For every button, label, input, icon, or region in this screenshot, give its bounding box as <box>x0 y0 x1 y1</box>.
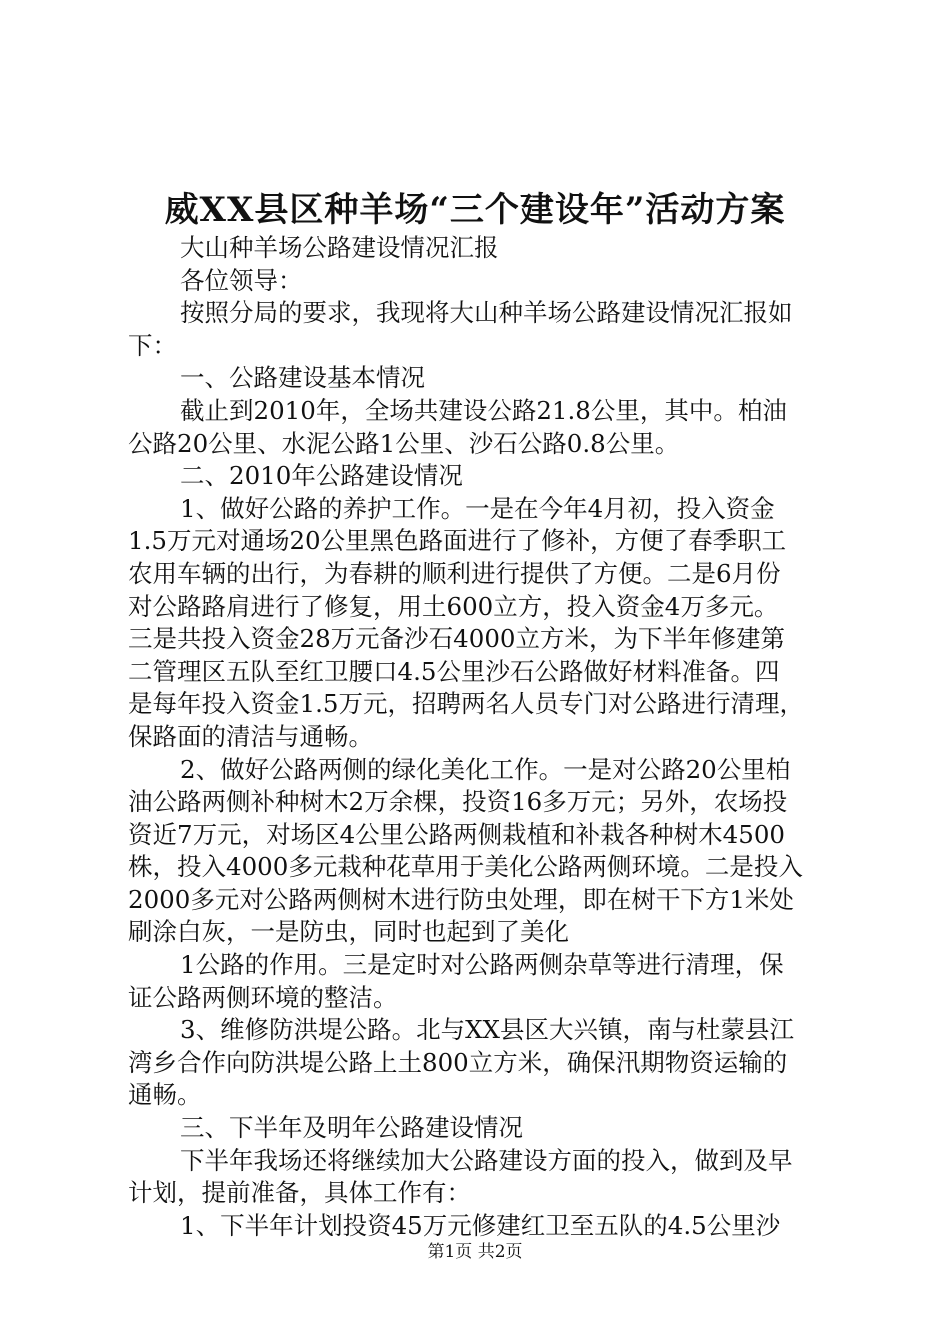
paragraph-line: 1.5万元对通场20公里黑色路面进行了修补，方便了春季职工 <box>128 526 787 556</box>
paragraph-line: 通畅。 <box>128 1080 202 1110</box>
paragraph-line: 对公路路肩进行了修复，用土600立方，投入资金4万多元。 <box>128 591 779 621</box>
document-title: 威XX县区种羊场“三个建设年”活动方案 <box>164 190 786 230</box>
paragraph-line: 公路20公里、水泥公路1公里、沙石公路0.8公里。 <box>128 428 680 458</box>
paragraph-line: 2000多元对公路两侧树木进行防虫处理，即在树干下方1米处 <box>128 884 794 914</box>
paragraph-line: 1公路的作用。三是定时对公路两侧杂草等进行清理，保 <box>180 950 784 980</box>
paragraph-line: 保路面的清洁与通畅。 <box>128 721 373 751</box>
paragraph-line: 下半年我场还将继续加大公路建设方面的投入，做到及早 <box>180 1145 793 1175</box>
paragraph-line: 是每年投入资金1.5万元，招聘两名人员专门对公路进行清理， <box>128 689 804 719</box>
section-heading: 二、2010年公路建设情况 <box>180 461 463 491</box>
paragraph-line: 大山种羊场公路建设情况汇报 <box>180 233 499 262</box>
paragraph-line: 湾乡合作向防洪堤公路上土800立方米，确保汛期物资运输的 <box>128 1047 788 1077</box>
paragraph-line: 按照分局的要求，我现将大山种羊场公路建设情况汇报如 <box>180 298 793 328</box>
paragraph-line: 三是共投入资金28万元备沙石4000立方米，为下半年修建第 <box>128 624 786 654</box>
paragraph-line: 2、做好公路两侧的绿化美化工作。一是对公路20公里柏 <box>180 754 791 784</box>
paragraph-line: 下： <box>128 330 177 360</box>
paragraph-line: 二管理区五队至红卫腰口4.5公里沙石公路做好材料准备。四 <box>128 656 780 686</box>
paragraph-line: 3、维修防洪堤公路。北与XX县区大兴镇，南与杜蒙县江 <box>180 1015 794 1045</box>
page-footer: 第1页 共2页 <box>427 1242 523 1262</box>
document-body <box>128 232 833 1242</box>
paragraph-line: 计划，提前准备，具体工作有： <box>128 1178 471 1208</box>
section-heading: 三、下半年及明年公路建设情况 <box>180 1113 523 1143</box>
paragraph-line: 农用车辆的出行，为春耕的顺利进行提供了方便。二是6月份 <box>128 558 781 588</box>
paragraph-line: 截止到2010年，全场共建设公路21.8公里，其中。柏油 <box>180 395 787 425</box>
paragraph-line: 1、做好公路的养护工作。一是在今年4月初，投入资金 <box>180 493 775 523</box>
paragraph-line: 资近7万元，对场区4公里公路两侧栽植和补栽各种树木4500 <box>128 819 786 849</box>
paragraph-line: 株，投入4000多元栽种花草用于美化公路两侧环境。二是投入 <box>128 852 803 882</box>
paragraph-line: 1、下半年计划投资45万元修建红卫至五队的4.5公里沙 <box>180 1210 781 1240</box>
paragraph-line: 油公路两侧补种树木2万余棵，投资16多万元；另外，农场投 <box>128 787 788 817</box>
section-heading: 一、公路建设基本情况 <box>180 363 425 393</box>
paragraph-line: 刷涂白灰，一是防虫，同时也起到了美化 <box>128 917 569 947</box>
paragraph-line: 证公路两侧环境的整洁。 <box>128 982 398 1012</box>
paragraph-line: 各位领导： <box>180 265 303 295</box>
